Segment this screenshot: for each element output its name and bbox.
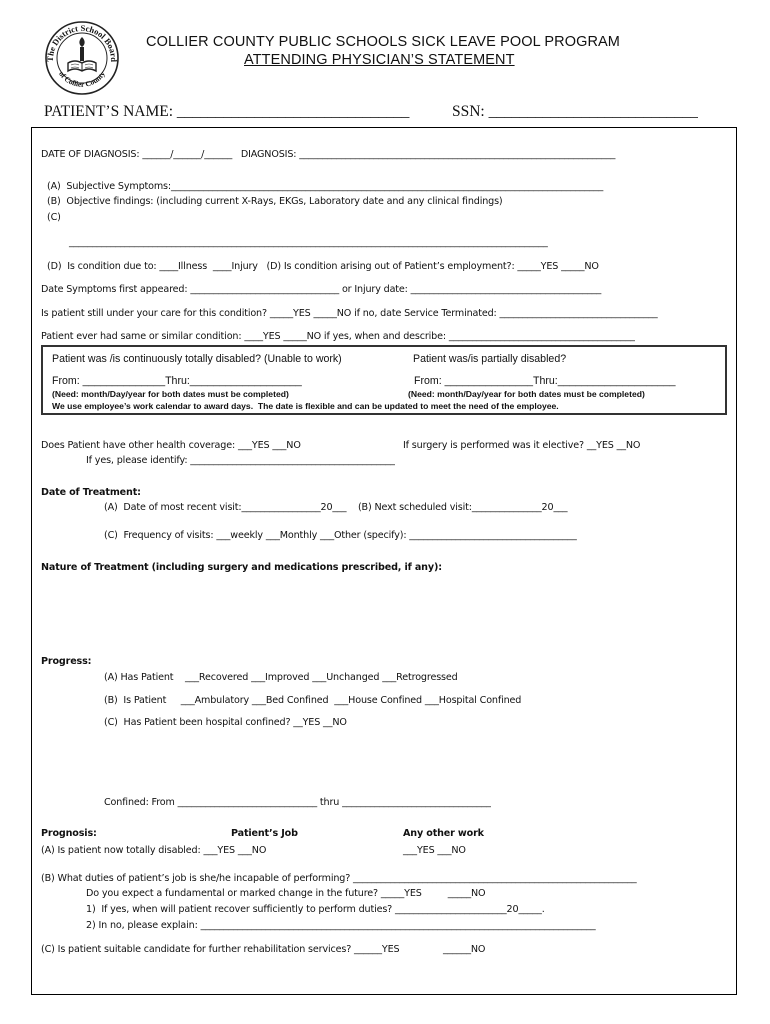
symptoms-date-line[interactable]: Date Symptoms first appeared: ________________________________ or Injury date: _________________________________________	[41, 284, 602, 295]
coverage-identify-line[interactable]: If yes, please identify: ____________________________________________	[86, 455, 395, 466]
prognosis-heading: Prognosis:	[41, 828, 97, 839]
form-subtitle: ATTENDING PHYSICIAN’S STATEMENT	[244, 52, 515, 68]
recovery-date-line[interactable]: 1) If yes, when will patient recover sufficiently to perform duties? ________________________20_____.	[86, 904, 545, 915]
confined-dates-line[interactable]: Confined: From ______________________________ thru ________________________________	[104, 797, 491, 808]
hospital-confined-line[interactable]: (C) Has Patient been hospital confined? __YES __NO	[104, 717, 347, 728]
findings-blank-line[interactable]: _______________________________________________________________________________________________________	[69, 237, 548, 248]
progress-heading: Progress:	[41, 656, 92, 667]
surgery-elective-line[interactable]: If surgery is performed was it elective? __YES __NO	[403, 440, 641, 451]
visit-frequency-line[interactable]: (C) Frequency of visits: ___weekly ___Monthly ___Other (specify): ____________________________________	[104, 530, 577, 541]
item-c-label: (C)	[47, 212, 61, 223]
under-care-line[interactable]: Is patient still under your care for this condition? _____YES _____NO if no, date Service Terminated: __________________________________	[41, 308, 658, 319]
patient-name-field[interactable]: PATIENT’S NAME: ______________________________	[44, 103, 410, 120]
ssn-field[interactable]: SSN: ___________________________	[452, 103, 698, 120]
nature-of-treatment-heading: Nature of Treatment (including surgery and medications prescribed, if any):	[41, 562, 442, 573]
diagnosis-date-line[interactable]: DATE OF DIAGNOSIS: ______/______/______ DIAGNOSIS: ____________________________________________________________________	[41, 149, 616, 160]
progress-status-line[interactable]: (A) Has Patient ___Recovered ___Improved ___Unchanged ___Retrogressed	[104, 672, 458, 683]
form-title: COLLIER COUNTY PUBLIC SCHOOLS SICK LEAVE POOL PROGRAM	[146, 34, 620, 50]
total-disability-label: Patient was /is continuously totally disabled? (Unable to work)	[52, 353, 342, 365]
health-coverage-line[interactable]: Does Patient have other health coverage: ___YES ___NO	[41, 440, 301, 451]
totally-disabled-line[interactable]: (A) Is patient now totally disabled: ___YES ___NO	[41, 845, 267, 856]
partial-from-thru-field[interactable]: From: _______________Thru:____________________	[414, 375, 676, 387]
incapable-duties-line[interactable]: (B) What duties of patient’s job is she/he incapable of performing? _____________________________________________________________	[41, 873, 637, 884]
svg-text:of Collier County: of Collier County	[57, 69, 107, 89]
district-seal	[44, 20, 120, 96]
ambulatory-status-line[interactable]: (B) Is Patient ___Ambulatory ___Bed Confined ___House Confined ___Hospital Confined	[104, 695, 522, 706]
treatment-heading: Date of Treatment:	[41, 487, 141, 498]
subjective-symptoms-line[interactable]: (A) Subjective Symptoms:_____________________________________________________________________________________________	[47, 181, 604, 192]
similar-condition-line[interactable]: Patient ever had same or similar condition: ____YES _____NO if yes, when and describe: ________________________________________	[41, 331, 635, 342]
total-from-thru-field[interactable]: From: ______________Thru:___________________	[52, 375, 302, 387]
total-date-note: (Need: month/Day/year for both dates must be completed)	[52, 389, 289, 399]
calendar-note: We use employee’s work calendar to award days. The date is flexible and can be updated to meet the need of the employee.	[52, 401, 559, 411]
rehabilitation-line[interactable]: (C) Is patient suitable candidate for further rehabilitation services? ______YES ______NO	[41, 944, 486, 955]
patients-job-column: Patient’s Job	[231, 828, 298, 839]
other-work-yes-no[interactable]: ___YES ___NO	[403, 845, 466, 856]
condition-cause-line[interactable]: (D) Is condition due to: ____Illness ____Injury (D) Is condition arising out of Patient’s employment?: _____YES _____NO	[47, 261, 599, 272]
form-border	[31, 127, 737, 995]
visit-dates-line[interactable]: (A) Date of most recent visit:_________________20___ (B) Next scheduled visit:_______________20___	[104, 502, 568, 513]
partial-date-note: (Need: month/Day/year for both dates must be completed)	[408, 389, 645, 399]
partial-disability-label: Patient was/is partially disabled?	[413, 353, 567, 365]
objective-findings-line: (B) Objective findings: (including current X-Rays, EKGs, Laboratory date and any clinical findings)	[47, 196, 503, 207]
svg-text:The District School Board: The District School Board	[44, 22, 120, 63]
explain-line[interactable]: 2) In no, please explain: _____________________________________________________________________________________	[86, 920, 596, 931]
other-work-column: Any other work	[403, 828, 484, 839]
future-change-line[interactable]: Do you expect a fundamental or marked change in the future? _____YES _____NO	[86, 888, 486, 899]
